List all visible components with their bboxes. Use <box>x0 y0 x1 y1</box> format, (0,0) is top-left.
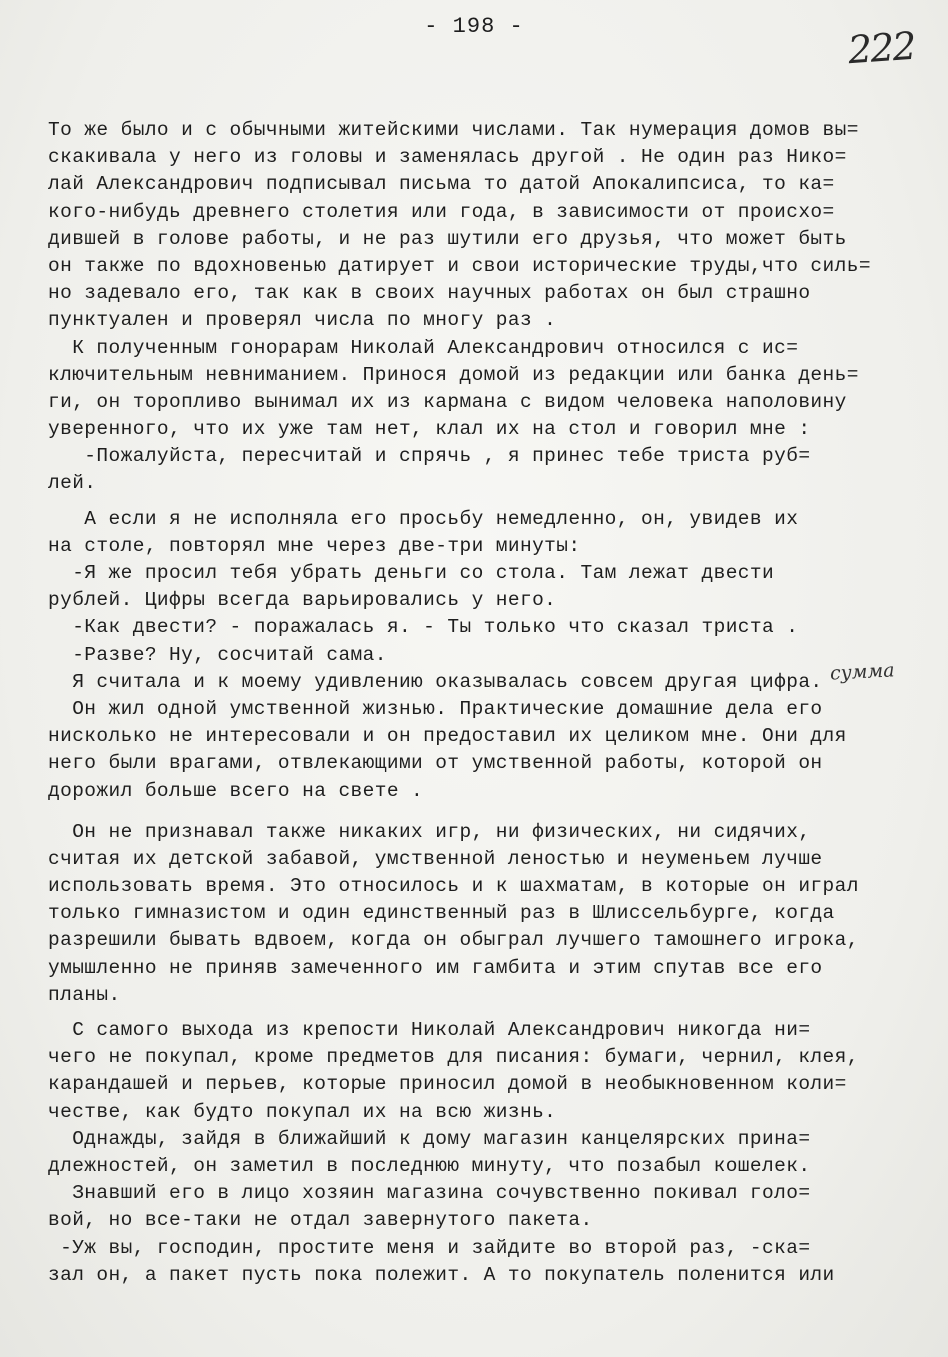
text-line: -Пожалуйста, пересчитай и спрячь , я принес тебе триста руб= <box>48 445 811 468</box>
text-line: честве, как будто покупал их на всю жизнь. <box>48 1100 557 1123</box>
text-line: Однажды, зайдя в ближайший к дому магазин канцелярских прина= <box>48 1127 811 1150</box>
text-line: вой, но все-таки не отдал завернутого пакета. <box>48 1209 593 1232</box>
text-line: рублей. Цифры всегда варьировались у него. <box>48 589 557 612</box>
text-line: -Как двести? - поражалась я. - Ты только что сказал триста . <box>48 616 799 639</box>
text-line: умышленно не приняв замеченного им гамбита и этим спутав все его <box>48 956 823 979</box>
text-line: использовать время. Это относилось и к шахматам, в которые он играл <box>48 875 859 898</box>
text-line: чего не покупал, кроме предметов для писания: бумаги, чернил, клея, <box>48 1046 859 1069</box>
text-line: дорожил больше всего на свете . <box>48 779 424 802</box>
text-line: ключительным невниманием. Принося домой из редакции или банка день= <box>48 363 859 386</box>
text-line: но задевало его, так как в своих научных работах он был страшно <box>48 282 811 305</box>
text-line: Он не признавал также никаких игр, ни физических, ни сидячих, <box>48 820 811 843</box>
text-line: карандашей и перьев, которые приносил домой в необыкновенном коли= <box>48 1073 847 1096</box>
text-line: длежностей, он заметил в последнюю минуту, что позабыл кошелек. <box>48 1154 811 1177</box>
text-line: разрешили бывать вдвоем, когда он обыграл лучшего тамошнего игрока, <box>48 929 859 952</box>
archive-number-handwritten: 222 <box>846 23 916 73</box>
text-line: дившей в голове работы, и не раз шутили его друзья, что может быть <box>48 227 847 250</box>
text-line: него были врагами, отвлекающими от умственной работы, которой он <box>48 752 823 775</box>
text-line: Я считала и к моему удивлению оказывалась совсем другая цифра. <box>48 670 823 693</box>
text-line: -Уж вы, господин, простите меня и зайдите во второй раз, -ска= <box>48 1236 811 1259</box>
text-line: скакивала у него из головы и заменялась другой . Не один раз Нико= <box>48 146 847 169</box>
text-line: считая их детской забавой, умственной леностью и неуменьем лучше <box>48 847 823 870</box>
text-line: пунктуален и проверял числа по многу раз . <box>48 309 557 332</box>
handwritten-correction: сумма <box>829 659 896 685</box>
text-line: он также по вдохновенью датирует и свои исторические труды,что силь= <box>48 254 871 277</box>
text-line: -Разве? Ну, сосчитай сама. <box>48 643 387 666</box>
text-line: на столе, повторял мне через две-три минуты: <box>48 534 581 557</box>
page-number: - 198 - <box>424 14 524 39</box>
text-line: лей. <box>48 472 97 495</box>
text-line: планы. <box>48 983 121 1006</box>
text-line: зал он, а пакет пусть пока полежит. А то покупатель поленится или <box>48 1263 835 1286</box>
text-line: К полученным гонорарам Николай Александрович относился с ис= <box>48 336 799 359</box>
text-line: -Я же просил тебя убрать деньги со стола. Там лежат двести <box>48 562 775 584</box>
text-line: С самого выхода из крепости Николай Александрович никогда ни= <box>48 1019 811 1041</box>
text-line: То же было и с обычными житейскими числами. Так нумерация домов вы= <box>48 119 859 141</box>
text-line: уверенного, что их уже там нет, клал их на стол и говорил мне : <box>48 418 811 441</box>
text-line: лай Александрович подписывал письма то датой Апокалипсиса, то ка= <box>48 173 835 196</box>
text-line: кого-нибудь древнего столетия или года, в зависимости от происхо= <box>48 200 835 223</box>
typed-text-body <box>48 117 938 1289</box>
text-line: А если я не исполняла его просьбу немедленно, он, увидев их <box>48 507 799 530</box>
text-line: Он жил одной умственной жизнью. Практические домашние дела его <box>48 697 823 720</box>
text-line: нисколько не интересовали и он предоставил их целиком мне. Они для <box>48 725 847 748</box>
text-line: ги, он торопливо вынимал их из кармана с видом человека наполовину <box>48 390 847 413</box>
text-line: Знавший его в лицо хозяин магазина сочувственно покивал голо= <box>48 1182 811 1205</box>
text-line: только гимназистом и один единственный раз в Шлиссельбурге, когда <box>48 902 835 925</box>
